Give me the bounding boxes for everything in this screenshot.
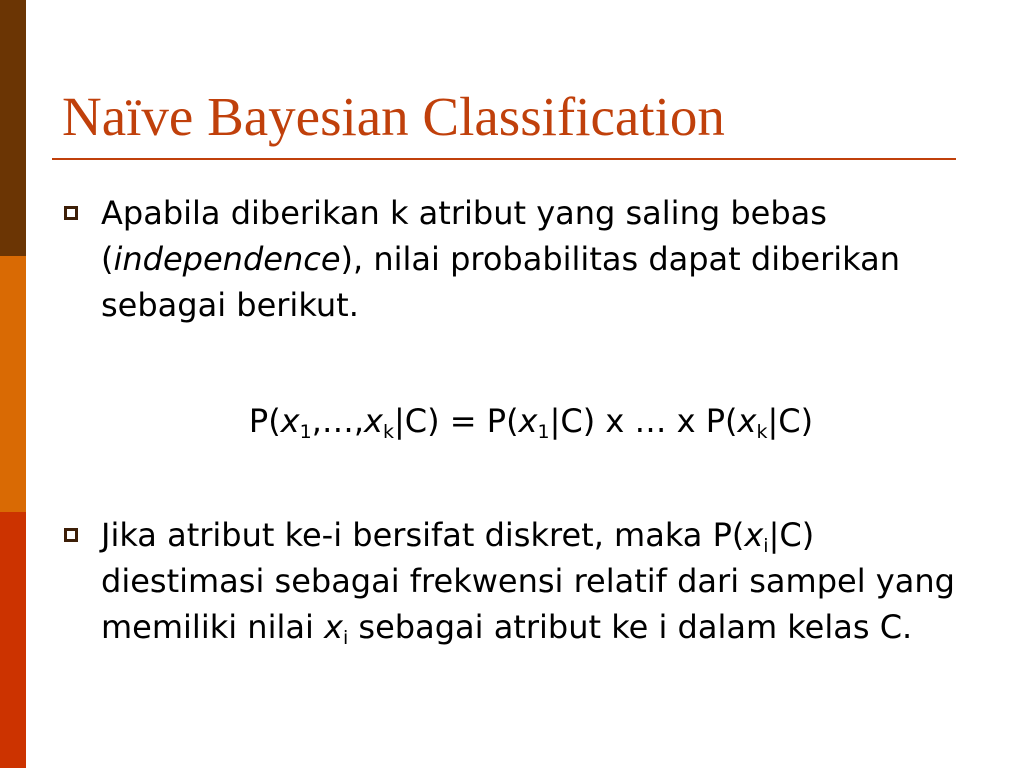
- formula-x: x: [364, 402, 383, 440]
- hollow-square-bullet-icon: [64, 528, 78, 542]
- formula-x: x: [518, 402, 538, 440]
- accent-bar-middle: [0, 256, 26, 512]
- formula-cond-end: |C): [767, 402, 814, 440]
- formula-x: x: [737, 402, 757, 440]
- slide-title: Naïve Bayesian Classification: [62, 86, 725, 147]
- bullet-2-x: x: [744, 516, 764, 554]
- formula-ellipsis: ,…,: [311, 402, 365, 440]
- bullet-1-text-a: Apabila diberikan k atribut yang saling bebas (: [101, 194, 827, 278]
- probability-formula: [0, 398, 1024, 444]
- bullet-1-emphasis: independence: [113, 240, 341, 278]
- formula-sub-1: 1: [299, 421, 312, 443]
- bullet-1-text-b: ), nilai probabilitas dapat diberikan sebagai berikut.: [101, 240, 900, 324]
- accent-bar-bottom: [0, 512, 26, 768]
- formula-p-open: P(: [248, 402, 281, 440]
- bullet-text-2: [101, 512, 961, 650]
- formula-cond: |C) = P(: [394, 402, 519, 440]
- bullet-2-text-c: sebagai atribut ke i dalam kelas C.: [348, 608, 913, 646]
- formula-sub-k: k: [756, 421, 768, 443]
- bullet-text-1: [101, 190, 961, 328]
- formula-x: x: [280, 402, 300, 440]
- bullet-2-sub-i: i: [763, 535, 769, 557]
- formula-sub-k: k: [382, 421, 394, 443]
- formula-cond-2: |C) x … x P(: [549, 402, 738, 440]
- hollow-square-bullet-icon: [64, 206, 78, 220]
- accent-bar-top: [0, 0, 26, 256]
- formula-sub-1: 1: [537, 421, 550, 443]
- title-underline: [52, 158, 956, 160]
- bullet-2-text-a: Jika atribut ke-i bersifat diskret, maka P(: [101, 516, 745, 554]
- bullet-2-sub-i: i: [342, 627, 349, 649]
- bullet-2-text-b: |C) diestimasi sebagai frekwensi relatif dari sampel yang memiliki nilai: [101, 516, 955, 646]
- bullet-2-x: x: [324, 608, 343, 646]
